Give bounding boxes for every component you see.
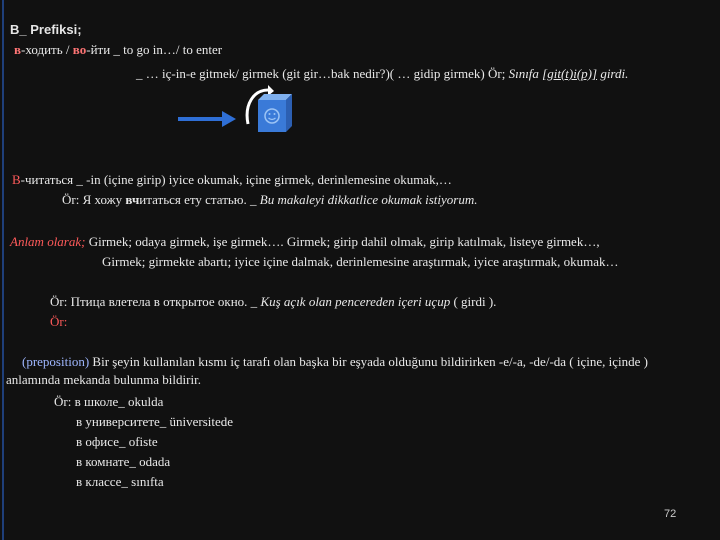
line-anlam-1 xyxy=(10,234,600,250)
example-text: girdi. xyxy=(597,66,629,81)
text: Girmek; odaya girmek, işe girmek…. Girmek; girip dahil olmak, girip katılmak, listeye girmek…, xyxy=(85,234,600,249)
line-chitatsya xyxy=(12,172,452,188)
example-underlined: [git(t)i(p)] xyxy=(542,66,598,81)
text: Ör: Я хожу xyxy=(62,192,126,207)
section-heading: B_ Prefiksi; xyxy=(10,22,82,37)
text: Ör: Птица влетела в открытое окно. _ xyxy=(50,294,261,309)
example-text: Bu makaleyi dikkatlice okumak istiyorum. xyxy=(259,192,478,207)
line-prefix-verbs xyxy=(14,42,222,58)
right-arrow-icon xyxy=(178,110,238,128)
text: -ходить / xyxy=(21,42,73,57)
example-line: Ör: в школе_ okulda xyxy=(54,394,164,409)
example-text: Kuş açık olan pencereden içeri uçup xyxy=(260,294,451,309)
example-text: Sınıfa xyxy=(508,66,543,81)
meaning-label: Anlam olarak; xyxy=(10,234,86,249)
text: -йти _ to go in…/ to enter xyxy=(86,42,223,57)
line-anlam-2: Girmek; girmekte abartı; iyice içine dalmak, derinlemesine araştırmak, iyice araştırmak, okumak… xyxy=(102,254,619,269)
line-preposition-2: anlamında mekanda bulunma bildirir. xyxy=(6,372,201,387)
example-line: в комнате_ odada xyxy=(76,454,171,469)
line-chitatsya-example xyxy=(62,192,477,208)
text: _ … iç-in-e gitmek/ girmek (git gir…bak nedir?)( … gidip girmek) Ör; xyxy=(136,66,509,81)
example-line: в университете_ üniversitede xyxy=(76,414,234,429)
text: итаться ету статью. _ xyxy=(139,192,260,207)
text: Bir şeyin kullanılan kısmı iç tarafı olan başka bir eşyada olduğunu bildirirken -e/-a, -de/-da ( içine, içinde ) xyxy=(89,354,648,369)
enter-box-icon xyxy=(240,84,300,140)
preposition-label: (preposition) xyxy=(22,354,90,369)
prefix-highlight: во xyxy=(72,42,87,57)
text: -читаться _ -in (içine girip) iyice okumak, içine girmek, derinlemesine okumak,… xyxy=(20,172,452,187)
line-bird-example xyxy=(50,294,496,310)
slide-left-border xyxy=(2,0,4,540)
example-line: в классе_ sınıfta xyxy=(76,474,164,489)
prefix-highlight: в xyxy=(14,42,22,57)
example-line: в офисе_ ofiste xyxy=(76,434,158,449)
line-preposition-1 xyxy=(22,354,648,370)
page-number: 72 xyxy=(664,508,677,520)
text: ( girdi ). xyxy=(450,294,497,309)
line-or-empty: Ör: xyxy=(50,314,68,329)
prefix-highlight: В xyxy=(12,172,21,187)
line-turkish-meaning xyxy=(136,66,628,82)
prefix-highlight: вч xyxy=(125,192,140,207)
